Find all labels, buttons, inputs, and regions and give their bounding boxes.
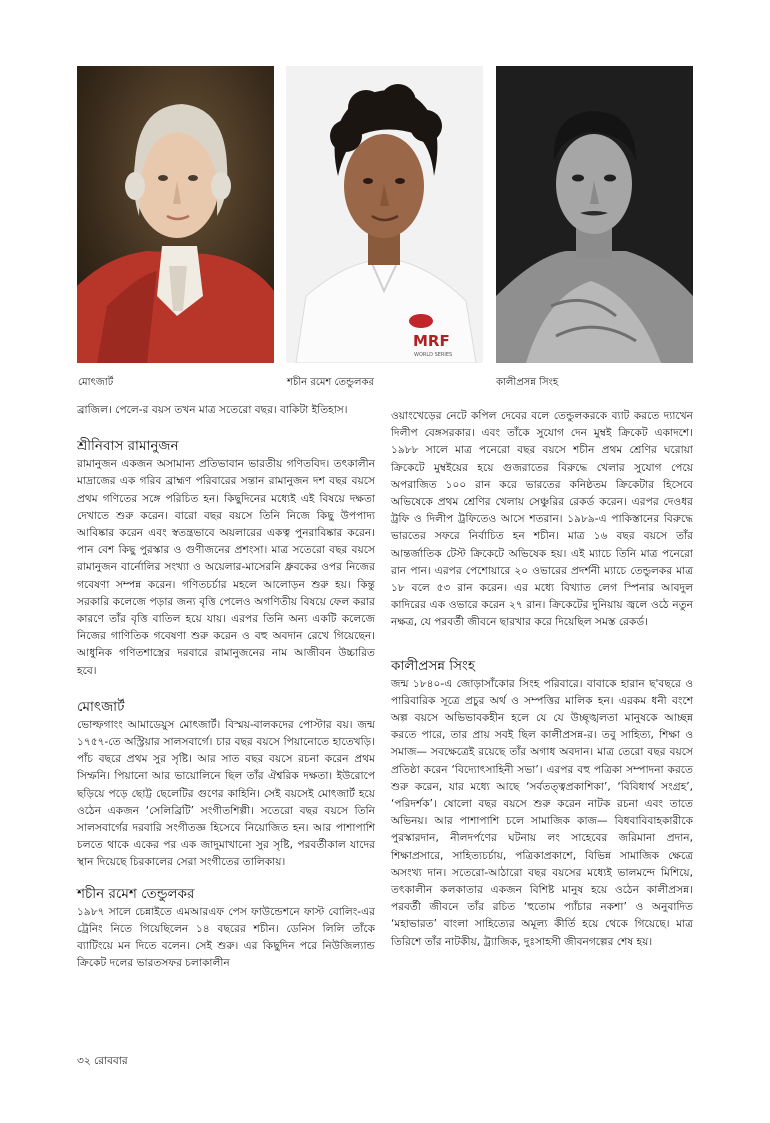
caption-sachin: শচীন রমেশ তেন্ডুলকর: [287, 377, 374, 388]
heading-sachin: শচীন রমেশ তেন্ডুলকর: [77, 885, 195, 902]
body-ramanujan: রামানুজন একজন অসামান্য প্রতিভাবান ভারতীয় গণিতবিদ। তৎকালীন মাদ্রাজের এক গরিব ব্রাহ্মণ পরিবারের সন্তান রামানুজন দশ বছর বয়সে প্রথম গণিতের সঙ্গে পরিচিত হন। কিছুদিনের মধ্যেই এই বিষয়ে দক্ষতা দেখাতে শুরু করেন। বারো বছর বয়সে তিনি নিজে কিছু উপপাদ্য আবিষ্কার করেন এবং স্বতন্ত্রভাবে অয়লারের একত্ব পুনরাবিষ্কার করেন। পান বেশ কিছু পুরস্কার ও গুণীজনের প্রশংসা। মাত্র সতেরো বছর বয়সে রামানুজন বার্নোলির সংখ্যা ও অয়েলার-মাসেরনি ধ্রুবকের ওপর নিজের গবেষণা সম্পন্ন করেন। গণিতচর্চার মহলে আলোড়ন শুরু হয়। কিন্তু সরকারি কলেজে পড়ার জন্য বৃত্তি পেলেও অগণিতীয় বিষয়ে ফেল করার কারণে তাঁর বৃত্তি বাতিল হয়ে যায়। এরপর তিনি অন্য একটি কলেজে নিজের গাণিতিক গবেষণা শুরু করেন ও বহু অবদান রেখে গিয়েছেন। আধুনিক গণিতশাস্ত্রের দরবারে রামানুজনের নাম আজীবন উচ্চারিত হবে।: [77, 458, 375, 677]
page-number: ৩২: [77, 1055, 91, 1067]
right-intro-text: ওয়াংখেড়ের নেটে কপিল দেবের বলে তেন্ডুলকরকে ব্যাট করতে দ্যাখেন দিলীপ বেঙ্গসরকার। এবং তাঁকে সুযোগ দেন মুম্বই ক্রিকেট একাদশে। ১৯৮৮ সালে মাত্র পনেরো বছর বয়সে শচীন প্রথম শ্রেণির ঘরোয়া ক্রিকেটে মুম্বইয়ের হয়ে গুজরাতের বিরুদ্ধে খেলার সুযোগ পেয়ে অপরাজিত ১০০ রান করে ভারতের কনিষ্ঠতম ক্রিকেটার হিসেবে অভিষেকে প্রথম শ্রেণির খেলায় সেঞ্চুরির রেকর্ড করেন। এরপর দেওধর ট্রফি ও দিলীপ ট্রফিতেও আসে শতরান। ১৯৮৯-এ পাকিস্তানের বিরুদ্ধে ভারতের সফরে নির্বাচিত হন শচীন। মাত্র ১৬ বছর বয়সে তাঁর আন্তর্জাতিক টেস্ট ক্রিকেটে অভিষেক হয়। এই ম্যাচে তিনি মাত্র পনেরো রান পান। এরপর পেশোয়ারে ২০ ওভারের প্রদর্শনী ম্যাচে তেন্ডুলকর মাত্র ১৮ বলে ৫৩ রান করেন। এর মধ্যে বিখ্যাত লেগ স্পিনার আবদুল কাদিরের এক ওভারে করেন ২৭ রান। ক্রিকেটের দুনিয়ায় জ্বলে ওঠে নতুন নক্ষত্র, যে পরবর্তী জীবনে ছারখার করে দিয়েছিল সমস্ত রেকর্ড।: [391, 410, 693, 629]
left-intro-text: ব্রাজিল। পেলে-র বয়স তখন মাত্র সতেরো বছর। বাকিটা ইতিহাস।: [77, 404, 348, 416]
mrf-logo-text: MRF: [413, 332, 450, 350]
magazine-name: রোববার: [94, 1055, 128, 1067]
heading-mozart: মোৎজার্ট: [77, 698, 125, 715]
page-footer: [77, 1054, 128, 1071]
caption-kaliprasanna: কালীপ্রসন্ন সিংহ: [496, 377, 559, 388]
photo-sachin: [286, 66, 483, 363]
heading-ramanujan: শ্রীনিবাস রামানুজন: [77, 438, 179, 455]
sachin-portrait-image: [286, 66, 483, 363]
body-mozart: ভোল্ফগাংং আমাডেয়ুস মোৎজার্ট। বিস্ময়-বালকদের পোস্টার বয়। জন্ম ১৭৫৭-তে অস্ট্রিয়ার সালসবার্গে। চার বছর বয়সে পিয়ানোতে হাতেখড়ি। পাঁচ বছরে প্রথম সুর সৃষ্টি। আর সাত বছর বয়সে রচনা করেন প্রথম সিম্ফনি। পিয়ানো আর ভায়োলিনে ছিল তাঁর ঐশ্বরিক দক্ষতা। ইউরোপে ছড়িয়ে পড়ে ছোট্ট ছেলেটির গুণের কাহিনি। সেই বয়সেই মোৎজার্ট হয়ে ওঠেন একজন ‘সেলিব্রিটি’ সংগীতশিল্পী। সতেরো বছর বয়সে তিনি সালসবার্গের দরবারি সংগীতজ্ঞ হিসেবে নিয়োজিত হন। আর পাশাপাশি চলতে থাকে একের পর এক জাদুমাখানো সুর সৃষ্টি, পরবর্তীকাল যাদের স্থান দিয়েছে চিরকালের সেরা সংগীতের তালিকায়।: [77, 718, 375, 869]
body-kaliprasanna: জন্ম ১৮৪০-এ জোড়াসাঁকোর সিংহ পরিবারে। বাবাকে হারান ছ'বছরে ও পারিবারিক সূত্রে প্রচুর অর্থ ও সম্পত্তির মালিক হন। এরকম ধনী বংশে অল্প বয়সে অভিভাবকহীন হলে যে যে উচ্ছৃঙ্খলতা মানুষকে আচ্ছন্ন করতে পারে, তার প্রায় সবই ছিল কালীপ্রসন্ন-র। তবু সাহিত্য, শিক্ষা ও সমাজ— সবক্ষেত্রেই রয়েছে তাঁর অগাধ অবদান। মাত্র তেরো বছর বয়সে প্রতিষ্ঠা করেন ‘বিদ্যোৎসাহিনী সভা’। এরপর বহু পত্রিকা সম্পাদনা করতে শুরু করেন, যার মধ্যে আছে ‘সর্বতত্ত্বপ্রকাশিকা’, ‘বিবিধার্থ সংগ্রহ’, ‘পরিদর্শক’। ষোলো বছর বয়সে শুরু করেন নাটক রচনা এবং তাতে অভিনয়। আর পাশাপাশি চলে সামাজিক কাজ— বিধবাবিবাহকারীকে পুরস্কারদান, নীলদর্পণের ঘটনায় লং সাহেবের জরিমানা প্রদান, শিক্ষাপ্রসারে, সাহিত্যচর্চায়, পত্রিকাপ্রকাশে, বিভিন্ন সামাজিক ক্ষেত্রে অসংখ্য দান। সতেরো-আঠারো বছর বয়সের মধ্যেই ভালমন্দে মিশিয়ে, তৎকালীন কলকাতার একজন বিশিষ্ট মানুষ হয়ে ওঠেন কালীপ্রসন্ন। পরবর্তী জীবনে তাঁর রচিত ‘হুতোম প্যাঁচার নকশা’ ও অনুবাদিত ‘মহাভারত’ বাংলা সাহিত্যের অমূল্য কীর্তি হয়ে থেকে গিয়েছে। মাত্র তিরিশে তাঁর নাটকীয়, ট্র্যাজিক, দুঃসাহসী জীবনগল্পের শেষ হয়।: [391, 677, 693, 948]
mozart-portrait-image: [77, 66, 274, 363]
photo-mozart: [77, 66, 274, 363]
right-column: [391, 408, 693, 951]
kaliprasanna-portrait-image: [496, 66, 693, 363]
photo-kaliprasanna: [496, 66, 693, 363]
caption-mozart: মোৎজার্ট: [78, 377, 114, 388]
heading-kaliprasanna: কালীপ্রসন্ন সিংহ: [391, 657, 475, 674]
left-column: [77, 402, 375, 972]
body-sachin-start: ১৯৮৭ সালে চেন্নাইতে এমআরএফ পেস ফাউন্ডেশনে ফাস্ট বোলিং-এর ট্রেনিং নিতে গিয়েছিলেন ১৪ বছরের শচীন। ডেনিস লিলি তাঁকে ব্যাটিংয়ে মন দিতে বলেন। সেই শুরু। এর কিছুদিন পরে নিউজিল্যান্ড ক্রিকেট দলের ভারতসফর চলাকালীন: [77, 905, 375, 970]
mrf-subtext: WORLD SERIES: [414, 352, 453, 358]
